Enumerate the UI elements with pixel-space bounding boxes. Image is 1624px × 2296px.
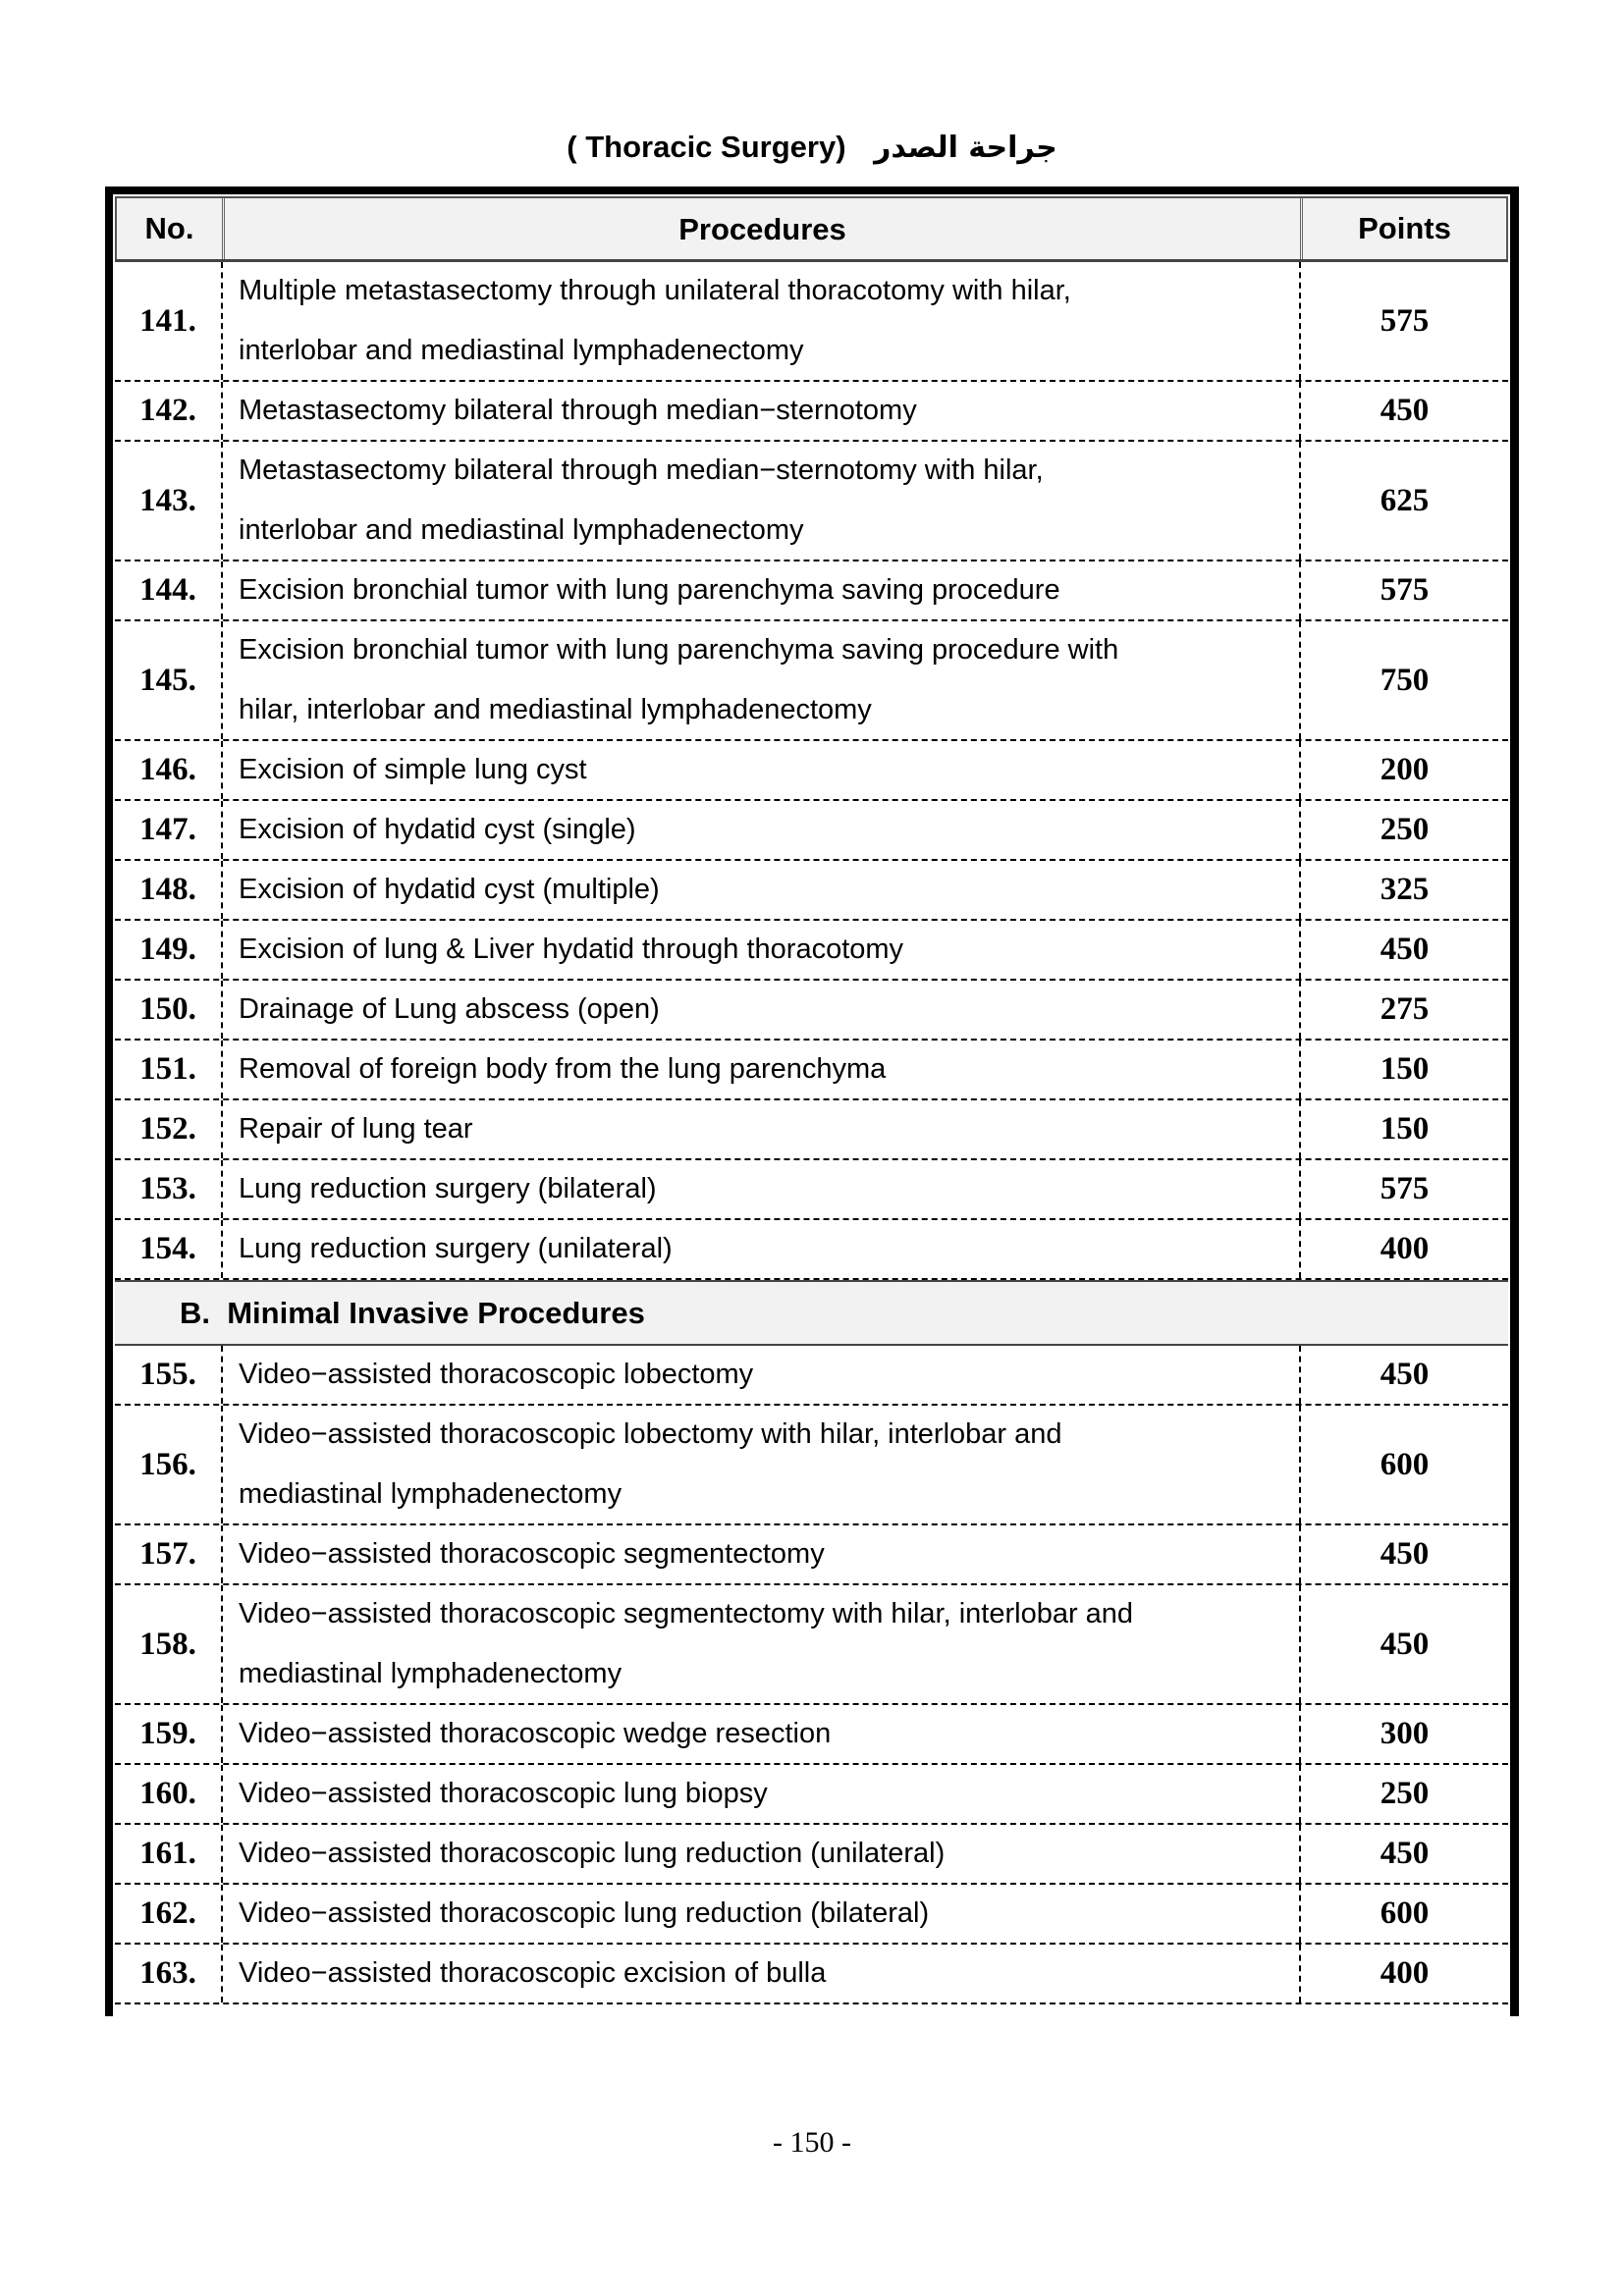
section-b-title: Minimal Invasive Procedures (227, 1295, 645, 1330)
section-b-heading (115, 1280, 1508, 1346)
procedure-line: Drainage of Lung abscess (open) (239, 993, 660, 1025)
procedure-line: Lung reduction surgery (unilateral) (239, 1233, 673, 1264)
procedure-description (223, 741, 1301, 799)
row-number: 146. (115, 741, 223, 799)
points-value: 150 (1380, 1111, 1430, 1147)
procedure-line: interlobar and mediastinal lymphadenectomy (239, 514, 804, 546)
table-row (115, 1525, 1508, 1585)
points-value: 450 (1380, 393, 1430, 428)
table-row (115, 1346, 1508, 1406)
procedure-line: Video−assisted thoracoscopic lung reduction (unilateral) (239, 1838, 946, 1869)
points-value: 400 (1380, 1955, 1430, 1991)
procedure-line: Excision of simple lung cyst (239, 754, 587, 785)
procedure-line: Excision of hydatid cyst (multiple) (239, 874, 660, 905)
procedure-description (223, 1525, 1301, 1583)
points-value: 400 (1380, 1231, 1430, 1266)
procedure-description (223, 981, 1301, 1039)
row-number: 153. (115, 1160, 223, 1218)
procedure-description (223, 1100, 1301, 1158)
table-row (115, 1220, 1508, 1280)
points-value: 625 (1380, 482, 1430, 518)
table-row (115, 1825, 1508, 1885)
procedure-line: Excision bronchial tumor with lung parenchyma saving procedure with (239, 634, 1119, 666)
section-b-letter: B. (180, 1295, 210, 1330)
procedure-description (223, 382, 1301, 440)
row-number: 150. (115, 981, 223, 1039)
section-b-rows (115, 1346, 1508, 2004)
table-row (115, 621, 1508, 741)
title-english: ( Thoracic Surgery) (567, 130, 846, 164)
procedure-line: Video−assisted thoracoscopic lobectomy (239, 1359, 754, 1390)
procedure-description (223, 1825, 1301, 1883)
points-value: 600 (1380, 1896, 1430, 1931)
row-number: 143. (115, 442, 223, 560)
points-value: 575 (1380, 572, 1430, 608)
procedure-line: Excision of hydatid cyst (single) (239, 814, 636, 845)
section-a-rows (115, 262, 1508, 1280)
table-row (115, 861, 1508, 921)
procedure-line: Excision of lung & Liver hydatid through thoracotomy (239, 934, 904, 965)
row-number: 147. (115, 801, 223, 859)
procedure-description (223, 1160, 1301, 1218)
title-arabic: جراحة الصدر (874, 131, 1057, 165)
table-row (115, 262, 1508, 382)
header-procedures: Procedures (225, 198, 1303, 259)
procedure-line: Video−assisted thoracoscopic excision of bulla (239, 1957, 827, 1989)
procedure-line: Lung reduction surgery (bilateral) (239, 1173, 657, 1204)
table-row (115, 981, 1508, 1041)
procedure-description (223, 1406, 1301, 1523)
table-row (115, 1765, 1508, 1825)
table-header-row (115, 196, 1508, 262)
procedure-description (223, 1041, 1301, 1098)
procedure-line: Video−assisted thoracoscopic lobectomy with hilar, interlobar and (239, 1418, 1062, 1450)
procedure-line: interlobar and mediastinal lymphadenectomy (239, 335, 804, 366)
procedure-line: Video−assisted thoracoscopic segmentectomy (239, 1538, 825, 1570)
procedure-description (223, 1885, 1301, 1943)
procedure-description (223, 1346, 1301, 1404)
row-number: 152. (115, 1100, 223, 1158)
procedure-line: mediastinal lymphadenectomy (239, 1658, 623, 1689)
table-row (115, 1945, 1508, 2004)
table-row (115, 561, 1508, 621)
points-value: 250 (1380, 1776, 1430, 1811)
procedure-line: Metastasectomy bilateral through median−sternotomy (239, 395, 917, 426)
points-value: 450 (1380, 1836, 1430, 1871)
procedure-description (223, 921, 1301, 979)
section-b-label (115, 1282, 645, 1344)
procedure-line: Excision bronchial tumor with lung parenchyma saving procedure (239, 574, 1060, 606)
row-number: 162. (115, 1885, 223, 1943)
header-points: Points (1358, 211, 1451, 245)
procedure-line: hilar, interlobar and mediastinal lymphadenectomy (239, 694, 872, 725)
table-row (115, 921, 1508, 981)
row-number: 155. (115, 1346, 223, 1404)
procedure-description (223, 801, 1301, 859)
procedure-description (223, 1585, 1301, 1703)
points-value: 150 (1380, 1051, 1430, 1087)
procedure-description (223, 1945, 1301, 2002)
header-no: No. (117, 198, 225, 259)
table-row (115, 1406, 1508, 1525)
points-value: 450 (1380, 932, 1430, 967)
table-row (115, 1160, 1508, 1220)
points-value: 450 (1380, 1536, 1430, 1572)
points-value: 450 (1380, 1357, 1430, 1392)
procedure-line: Video−assisted thoracoscopic segmentectomy with hilar, interlobar and (239, 1598, 1134, 1629)
procedure-line: Multiple metastasectomy through unilateral thoracotomy with hilar, (239, 275, 1071, 306)
row-number: 149. (115, 921, 223, 979)
procedure-line: Metastasectomy bilateral through median−sternotomy with hilar, (239, 454, 1044, 486)
page-title (0, 126, 1624, 170)
procedure-description (223, 262, 1301, 380)
procedure-line: Repair of lung tear (239, 1113, 473, 1145)
table-row (115, 382, 1508, 442)
row-number: 159. (115, 1705, 223, 1763)
row-number: 161. (115, 1825, 223, 1883)
row-number: 163. (115, 1945, 223, 2002)
points-value: 300 (1380, 1716, 1430, 1751)
procedure-line: Removal of foreign body from the lung parenchyma (239, 1053, 887, 1085)
procedures-table (115, 196, 1508, 2004)
procedure-description (223, 861, 1301, 919)
table-row (115, 801, 1508, 861)
points-value: 575 (1380, 302, 1430, 339)
row-number: 141. (115, 262, 223, 380)
table-row (115, 1041, 1508, 1100)
procedure-line: Video−assisted thoracoscopic lung biopsy (239, 1778, 768, 1809)
points-value: 575 (1380, 1171, 1430, 1206)
row-number: 145. (115, 621, 223, 739)
table-row (115, 1585, 1508, 1705)
points-value: 750 (1380, 662, 1430, 698)
row-number: 157. (115, 1525, 223, 1583)
row-number: 158. (115, 1585, 223, 1703)
procedure-line: mediastinal lymphadenectomy (239, 1478, 623, 1510)
points-value: 600 (1380, 1446, 1430, 1482)
row-number: 142. (115, 382, 223, 440)
table-row (115, 1885, 1508, 1945)
row-number: 154. (115, 1220, 223, 1278)
row-number: 151. (115, 1041, 223, 1098)
points-value: 450 (1380, 1626, 1430, 1662)
procedure-description (223, 621, 1301, 739)
page-number: - 150 - (773, 2126, 851, 2159)
table-row (115, 442, 1508, 561)
table-row (115, 1705, 1508, 1765)
row-number: 160. (115, 1765, 223, 1823)
points-value: 275 (1380, 991, 1430, 1027)
row-number: 144. (115, 561, 223, 619)
procedure-line: Video−assisted thoracoscopic wedge resection (239, 1718, 832, 1749)
procedure-description (223, 442, 1301, 560)
procedure-description (223, 561, 1301, 619)
procedure-description (223, 1765, 1301, 1823)
procedure-line: Video−assisted thoracoscopic lung reduction (bilateral) (239, 1897, 930, 1929)
table-row (115, 741, 1508, 801)
table-row (115, 1100, 1508, 1160)
points-value: 325 (1380, 872, 1430, 907)
row-number: 148. (115, 861, 223, 919)
row-number: 156. (115, 1406, 223, 1523)
points-value: 200 (1380, 752, 1430, 787)
procedure-description (223, 1705, 1301, 1763)
procedure-description (223, 1220, 1301, 1278)
points-value: 250 (1380, 812, 1430, 847)
